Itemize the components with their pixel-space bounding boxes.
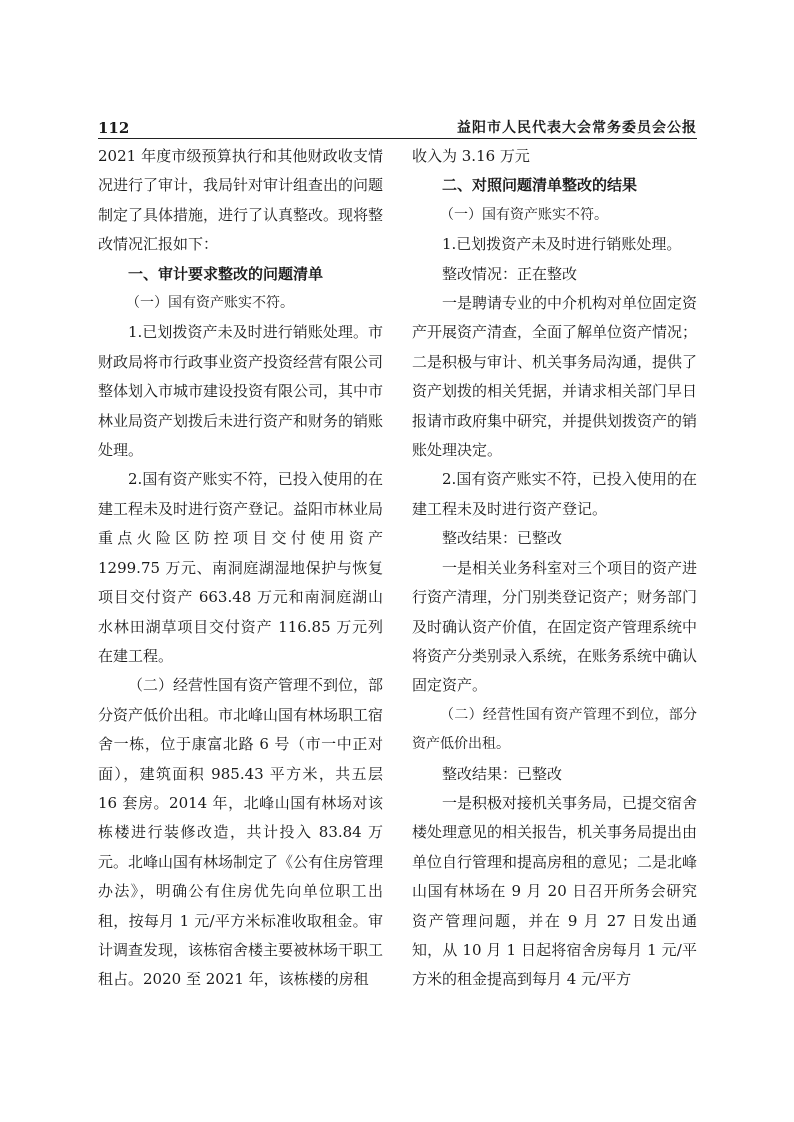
paragraph: 一是聘请专业的中介机构对单位固定资产开展资产清查，全面了解单位资产情况；二是积极与审计、机关事务局沟通，提供了资产划拨的相关凭据，并请求相关部门早日报请市政府集中研究，并提供划拨资产的销账处理决定。 — [412, 294, 698, 460]
paragraph: 2.国有资产账实不符，已投入使用的在建工程未及时进行资产登记。益阳市林业局重点火险区防控项目交付使用资产 1299.75 万元、南洞庭湖湿地保护与恢复项目交付资产 663.48 万元和南洞庭湖山水林田湖草项目交付资产 116.85 万元列在建工程。 — [98, 470, 384, 665]
subsection-heading: （一）国有资产账实不符。 — [440, 206, 608, 223]
page-number: 112 — [98, 119, 130, 137]
page-header — [98, 113, 697, 137]
right-column — [412, 142, 697, 995]
subsection-heading: （二）经营性国有资产管理不到位，部分资产低价出租。 — [412, 706, 697, 753]
subsection-heading: （一）国有资产账实不符。 — [126, 295, 294, 312]
paragraph: 一是积极对接机关事务局，已提交宿舍楼处理意见的相关报告，机关事务局提出由单位自行管理和提高房租的意见；二是北峰山国有林场在 9 月 20 日召开所务会研究资产管理问题，并在 9 月 27 日发出通知，从 10 月 1 日起将宿舍房每月 1 元/平方米的租金提高到每月 4 元/平方 — [412, 793, 698, 989]
paragraph: 收入为 3.16 万元 — [412, 147, 530, 165]
paragraph: 整改情况：正在整改 — [442, 264, 578, 283]
paragraph: 整改结果：已整改 — [442, 529, 563, 548]
paragraph: 2021 年度市级预算执行和其他财政收支情况进行了审计，我局针对审计组查出的问题制定了具体措施，进行了认真整改。现将整改情况汇报如下： — [98, 147, 384, 254]
section-heading: 二、对照问题清单整改的结果 — [442, 176, 638, 195]
paragraph: 2.国有资产账实不符，已投入使用的在建工程未及时进行资产登记。 — [412, 470, 697, 518]
journal-title: 益阳市人民代表大会常务委员会公报 — [457, 120, 697, 136]
paragraph: 一是相关业务科室对三个项目的资产进行资产清理，分门别类登记资产；财务部门及时确认资产价值，在固定资产管理系统中将资产分类别录入系统，在账务系统中确认固定资产。 — [412, 558, 698, 695]
left-column — [98, 142, 383, 995]
paragraph: （二）经营性国有资产管理不到位，部分资产低价出租。市北峰山国有林场职工宿舍一栋，位于康富北路 6 号（市一中正对面），建筑面积 985.43 平方米，共五层 16 套房。2014 年，北峰山国有林场对该栋楼进行装修改造，共计投入 83.84 万元。北峰山国有林场制定了《公有住房管理办法》，明确公有住房优先向单位职工出租，按每月 1 元/平方米标准收取租金。审计调查发现，该栋宿舍楼主要被林场干职工租占。2020 至 2021 年，该栋楼的房租 — [98, 676, 384, 989]
section-heading: 一、审计要求整改的问题清单 — [128, 264, 324, 283]
paragraph: 整改结果：已整改 — [442, 764, 563, 783]
header-rule — [98, 138, 697, 139]
paragraph: 1.已划拨资产未及时进行销账处理。市财政局将市行政事业资产投资经营有限公司整体划入市城市建设投资有限公司，其中市林业局资产划拨后未进行资产和财务的销账处理。 — [98, 323, 384, 460]
paragraph: 1.已划拨资产未及时进行销账处理。 — [442, 235, 682, 254]
